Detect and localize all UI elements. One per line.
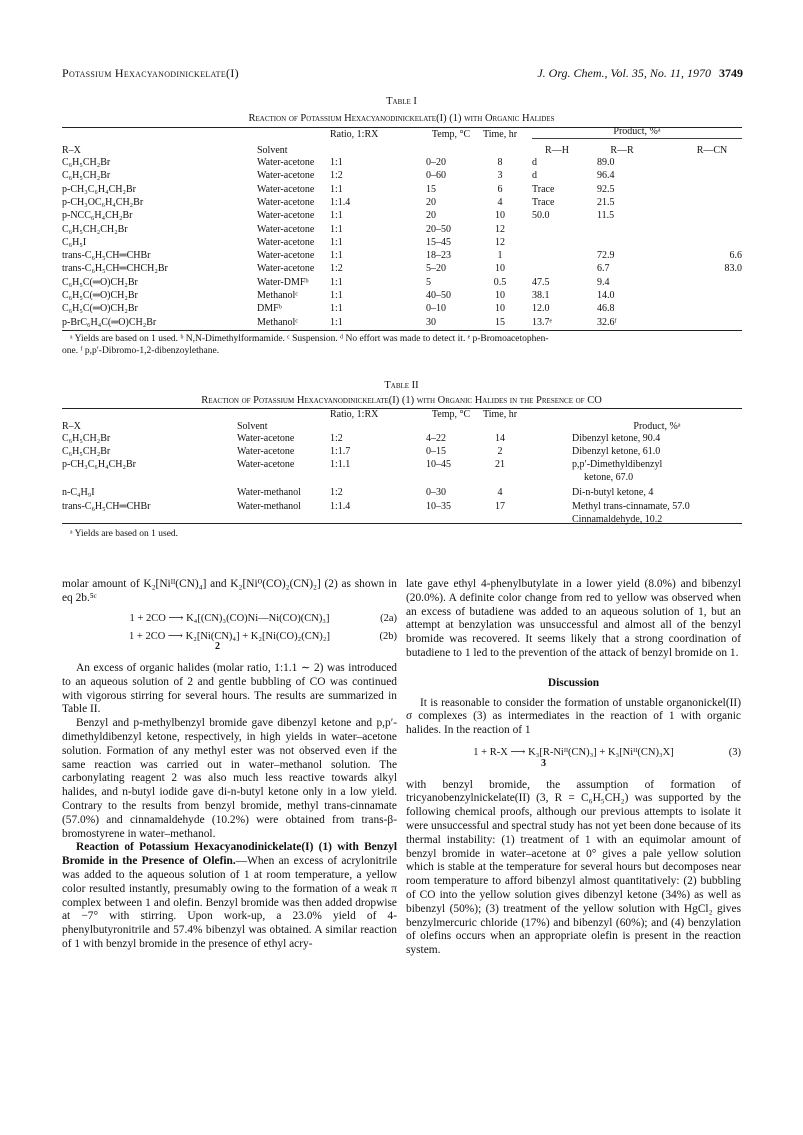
cell-rx: n-C₄H₉I [62, 487, 95, 499]
cell-rx: C₆H₅C(═O)CH₂Br [62, 303, 138, 315]
cell-time: 10 [495, 210, 505, 222]
table-row [62, 432, 742, 445]
cell-time: 3 [497, 170, 503, 182]
cell-product-cont: Cinnamaldehyde, 10.2 [572, 513, 663, 525]
cell-rh: 12.0 [532, 303, 550, 315]
header-temp: Temp, °C [431, 129, 471, 140]
header-solvent: Solvent [257, 145, 288, 156]
product-span-rule [532, 138, 742, 139]
header-rx: R–X [62, 145, 81, 156]
cell-rh: 47.5 [532, 276, 550, 288]
cell-ratio: 1:1 [330, 290, 343, 301]
equation-3-text: 1 + R-X ⟶ K₃[R-Niᴵᴵ(CN)₃] + K₃[Niᴵᴵ(CN)₃X] [473, 746, 674, 758]
cell-rx: C₆H₅CH₂CH₂Br [62, 223, 128, 235]
cell-product: Di-n-butyl ketone, 4 [572, 487, 654, 499]
cell-solvent: Water-acetone [257, 196, 315, 208]
cell-ratio: 1:1.4 [330, 196, 351, 208]
left-para-1: molar amount of K₂[Niᴵᴵ(CN)₄] and K₂[Ni⁰(CO)₂(CN)₂] (2) as shown in eq 2b.⁵ᶜ [62, 578, 397, 604]
t2-header-temp: Temp, °C [431, 409, 471, 420]
cell-rx: C₆H₅I [62, 236, 87, 248]
t2-header-solvent: Solvent [237, 421, 268, 432]
cell-solvent: Water-acetone [257, 236, 315, 248]
table-row [62, 302, 742, 315]
cell-rx: C₆H₅C(═O)CH₂Br [62, 290, 138, 301]
table-row [62, 458, 742, 484]
equation-3-number: (3) [728, 746, 741, 758]
table2-title: Reaction of Potassium Hexacyanodinickelate(I) (1) with Organic Halides in the Presence of CO [201, 395, 602, 406]
equation-2b-label [62, 640, 397, 654]
cell-rr: 14.0 [597, 290, 615, 301]
cell-rr: 9.4 [597, 276, 610, 288]
cell-temp: 4–22 [426, 433, 446, 444]
cell-temp: 0–10 [426, 303, 446, 315]
cell-rr: 89.0 [597, 157, 615, 168]
cell-rx: C₆H₅CH₂Br [62, 170, 111, 182]
table-row [62, 209, 742, 222]
cell-temp: 30 [426, 316, 436, 328]
journal-citation [537, 66, 743, 81]
cell-time: 10 [495, 263, 505, 275]
cell-rx: p-CH₃C₆H₄CH₂Br [62, 183, 136, 195]
cell-solvent: Methanolᶜ [257, 290, 298, 301]
table1-footnote [70, 333, 750, 345]
cell-product: Dibenzyl ketone, 61.0 [572, 446, 661, 458]
table2-bottom-rule [62, 523, 742, 524]
t2-header-time: Time, hr [482, 409, 518, 420]
cell-time: 10 [495, 290, 505, 301]
cell-rh: d [532, 170, 537, 182]
right-para-1: late gave ethyl 4-phenylbutylate in a lower yield (8.0%) and bibenzyl (20.0%). A definite color change from red to yellow was observed when an excess of butadiene was added to an aqueous solution of 1, but an attempt at benzylation was unsuccessful and almost all of the benzyl bromide was recovered. It seems likely that a strong coordination of butadiene to 1 led to the prevention of the attack of benzyl bromide on 1. [406, 578, 741, 659]
cell-solvent: Water-acetone [257, 250, 315, 262]
cell-temp: 10–45 [426, 459, 451, 471]
table1-title: Reaction of Potassium Hexacyanodinickelate(I) (1) with Organic Halides [248, 113, 555, 124]
cell-time: 15 [495, 316, 505, 328]
left-para-2: An excess of organic halides (molar ratio, 1:1.1 ∼ 2) was introduced to an aqueous solution of 2 and gentle bubbling of CO was continued with vigorous stirring for several hours. The results are summarized in Table II. [62, 661, 397, 716]
cell-temp: 15 [426, 183, 436, 195]
cell-solvent: Water-acetone [257, 183, 315, 195]
cell-solvent: Water-acetone [257, 210, 315, 222]
citation-text: J. Org. Chem., Vol. 35, No. 11, 1970 [537, 66, 711, 80]
compound-2-label: 2 [215, 641, 220, 653]
cell-rh: d [532, 157, 537, 168]
cell-ratio: 1:2 [330, 487, 343, 499]
table2-label: Table II [384, 380, 419, 391]
cell-rh: Trace [532, 196, 555, 208]
left-para-3: Benzyl and p-methylbenzyl bromide gave dibenzyl ketone and p,p′-dimethyldibenzyl ketone, respectively, in high yields in water–acetone solution. Formation of any methyl ester was not observed even if the same reaction was carried out in water–methanol solution. The carbonylating reagent 2 was also much less reactive towards alkyl halides, and n-butyl iodide gave di-n-butyl ketone only in a low yield. Contrary to the results from benzyl bromide, methyl trans-cinnamate (57.0%) and cinnamaldehyde (10.2%) were obtained from trans-β-bromostyrene in water–methanol. [62, 717, 397, 840]
cell-rcn: 83.0 [724, 263, 742, 275]
cell-time: 0.5 [493, 276, 507, 288]
cell-ratio: 1:1 [330, 316, 343, 328]
cell-rr: 92.5 [597, 183, 615, 195]
cell-rr: 6.7 [597, 263, 610, 275]
table-row [62, 236, 742, 249]
cell-temp: 20 [426, 210, 436, 222]
cell-temp: 0–30 [426, 487, 446, 499]
table-row [62, 500, 742, 525]
cell-time: 21 [495, 459, 505, 471]
cell-solvent: Water-acetone [257, 263, 315, 275]
cell-rx: C₆H₅CH₂Br [62, 157, 111, 168]
table2 [62, 410, 742, 530]
cell-temp: 0–60 [426, 170, 446, 182]
cell-product-cont: ketone, 67.0 [584, 472, 634, 484]
cell-rr: 21.5 [597, 196, 615, 208]
table-row [62, 156, 742, 169]
header-product: Product, %ᵃ [613, 126, 661, 137]
cell-rx: p-BrC₆H₄C(═O)CH₂Br [62, 316, 157, 328]
cell-rx: C₆H₅CH₂Br [62, 433, 111, 444]
equation-2b-text: 1 + 2CO ⟶ K₂[Ni(CN)₄] + K₂[Ni(CO)₂(CN)₂] [129, 631, 330, 643]
table-row [62, 486, 742, 499]
cell-time: 17 [495, 500, 505, 512]
table-row [62, 196, 742, 209]
cell-solvent: Water-DMFᵇ [257, 276, 309, 288]
cell-temp: 40–50 [426, 290, 451, 301]
cell-rx: C₆H₅CH₂Br [62, 446, 111, 458]
cell-solvent: Water-methanol [237, 500, 301, 512]
cell-temp: 20 [426, 196, 436, 208]
cell-ratio: 1:1.1 [330, 459, 351, 471]
t2-header-ratio: Ratio, 1:RX [330, 409, 379, 420]
table-row [62, 316, 742, 329]
cell-time: 8 [497, 157, 503, 168]
cell-rx: trans-C₆H₅CH═CHBr [62, 250, 151, 262]
cell-ratio: 1:2 [330, 263, 343, 275]
table1 [62, 126, 742, 350]
t2-header-rx: R–X [62, 421, 81, 432]
cell-product: Methyl trans-cinnamate, 57.0 [572, 500, 690, 512]
cell-solvent: Water-acetone [237, 433, 295, 444]
cell-time: 14 [495, 433, 505, 444]
t2-header-product: Product, %ᵃ [633, 421, 681, 432]
cell-ratio: 1:1.7 [330, 446, 351, 458]
table-row [62, 289, 742, 302]
header-time: Time, hr [482, 129, 518, 140]
cell-rx: trans-C₆H₅CH═CHBr [62, 500, 151, 512]
cell-temp: 20–50 [426, 223, 451, 235]
cell-product: Dibenzyl ketone, 90.4 [572, 433, 661, 444]
cell-rr: 11.5 [597, 210, 615, 222]
cell-rh: Trace [532, 183, 555, 195]
cell-rx: p-CH₃C₆H₄CH₂Br [62, 459, 136, 471]
cell-solvent: Water-acetone [257, 170, 315, 182]
cell-rh: 38.1 [532, 290, 550, 301]
cell-ratio: 1:1 [330, 303, 343, 315]
cell-temp: 18–23 [426, 250, 451, 262]
cell-rx: p-NCC₆H₄CH₂Br [62, 210, 133, 222]
table1-footnote-line1: ᵃ Yields are based on 1 used. ᵇ N,N-Dimethylformamide. ᶜ Suspension. ᵈ No effort was made to detect it. ᵉ p-Bromoacetophen- [70, 334, 549, 344]
table-row [62, 262, 742, 275]
cell-time: 10 [495, 303, 505, 315]
cell-ratio: 1:1 [330, 276, 343, 288]
table1-footnote-line2: one. ᶠ p,p′-Dibromo-1,2-dibenzoylethane. [62, 346, 220, 356]
cell-rr: 72.9 [597, 250, 615, 262]
table-row [62, 223, 742, 236]
cell-time: 4 [497, 196, 503, 208]
equation-2b-number: (2b) [379, 631, 397, 643]
table1-bottom-rule [62, 330, 742, 331]
cell-rx: p-CH₃OC₆H₄CH₂Br [62, 196, 144, 208]
table1-label: Table I [386, 96, 417, 107]
cell-temp: 15–45 [426, 236, 451, 248]
cell-solvent: Water-methanol [237, 487, 301, 499]
table2-top-rule [62, 408, 742, 409]
cell-rr: 32.6ᶠ [597, 316, 617, 328]
table-row [62, 445, 742, 458]
cell-temp: 5 [426, 276, 431, 288]
cell-rh: 50.0 [532, 210, 550, 222]
cell-ratio: 1:2 [330, 170, 343, 182]
cell-solvent: Methanolᶜ [257, 316, 298, 328]
cell-ratio: 1:1.4 [330, 500, 351, 512]
right-para-2: It is reasonable to consider the formation of unstable organonickel(II) σ complexes (3) as intermediates in the reaction of 1 with organic halides. In the reaction of 1 [406, 696, 741, 737]
cell-ratio: 1:1 [330, 223, 343, 235]
cell-time: 4 [497, 487, 503, 499]
table-row [62, 249, 742, 262]
cell-solvent: Water-acetone [237, 459, 295, 471]
cell-rr: 96.4 [597, 170, 615, 182]
cell-time: 12 [495, 223, 505, 235]
cell-time: 1 [497, 250, 503, 262]
left-para-4-text: —When an excess of acrylonitrile was added to the aqueous solution of 1 at room temperature, a yellow color resulted instantly, presumably owing to the formation of a weak π complex between 1 and olefin. Benzyl bromide was then added dropwise at −7° with stirring. Upon work-up, a 23.0% yield of 4-phenylbutyronitrile and 57.4% bibenzyl was obtained. A similar reaction of 1 with benzyl bromide in the presence of ethyl acry- [62, 855, 398, 950]
header-rh: R—H [545, 145, 569, 156]
cell-time: 6 [497, 183, 503, 195]
cell-ratio: 1:1 [330, 236, 343, 248]
cell-rr: 46.8 [597, 303, 615, 315]
equation-3-label [406, 757, 741, 771]
right-column [406, 578, 741, 958]
cell-ratio: 1:1 [330, 157, 343, 168]
cell-rx: C₆H₅C(═O)CH₂Br [62, 276, 138, 288]
table1-footnote-cont [62, 345, 742, 357]
left-para-4 [62, 841, 397, 951]
page-number: 3749 [719, 66, 743, 80]
header-rr: R—R [610, 145, 634, 156]
right-para-3: with benzyl bromide, the assumption of formation of tricyanobenzylnickelate(II) (3, R = C₆H₅CH₂) was supported by the following chemical proofs, although our previous attempts to isolate it were unsuccessful and spectral study has not yet been done because of its thermal instability: (1) treatment of 1 with an equimolar amount of benzyl bromide in water–acetone at 0° gives a pale yellow solution which is stable at the temperature for several hours but decomposes near room temperature to afford bibenzyl almost quantitatively: (2) bubbling of CO into the yellow solution gives dibenzyl ketone (34%) as well as bibenzyl (50%); (3) treatment of the yellow solution with HgCl₂ gives benzylmercuric chloride (17%) and bibenzyl (60%); and (4) benzylation of olefins occurs when an appropriate olefin is present in the reaction system. [406, 778, 741, 957]
cell-solvent: Water-acetone [257, 223, 315, 235]
cell-rh: 13.7ᵉ [532, 316, 553, 328]
table1-header [62, 126, 742, 158]
cell-ratio: 1:2 [330, 433, 343, 444]
cell-ratio: 1:1 [330, 250, 343, 262]
table-row [62, 276, 742, 289]
cell-temp: 0–15 [426, 446, 446, 458]
cell-solvent: Water-acetone [237, 446, 295, 458]
equation-2a-text: 1 + 2CO ⟶ K₄[(CN)₃(CO)Ni—Ni(CO)(CN)₃] [129, 612, 330, 624]
cell-ratio: 1:1 [330, 183, 343, 195]
cell-solvent: Water-acetone [257, 157, 315, 168]
table-row [62, 183, 742, 196]
cell-temp: 10–35 [426, 500, 451, 512]
compound-3-label: 3 [541, 757, 546, 769]
cell-time: 2 [497, 446, 503, 458]
table2-header [62, 410, 742, 434]
table2-footnote: ᵃ Yields are based on 1 used. [70, 529, 179, 539]
cell-solvent: DMFᵇ [257, 303, 282, 315]
header-rcn: R—CN [696, 145, 728, 156]
running-title: Potassium Hexacyanodinickelate(I) [62, 66, 239, 80]
cell-temp: 0–20 [426, 157, 446, 168]
discussion-heading: Discussion [547, 676, 600, 689]
cell-product: p,p′-Dimethyldibenzyl [572, 459, 663, 471]
left-column [62, 578, 397, 952]
cell-rx: trans-C₆H₅CH═CHCH₂Br [62, 263, 168, 275]
equation-2a [62, 612, 397, 626]
table-row [62, 169, 742, 182]
cell-temp: 5–20 [426, 263, 446, 275]
equation-2a-number: (2a) [380, 612, 397, 624]
cell-ratio: 1:1 [330, 210, 343, 222]
cell-rcn: 6.6 [729, 250, 742, 262]
header-ratio: Ratio, 1:RX [330, 129, 379, 140]
section-run-in-heading: Reaction of Potassium Hexacyanodinickelate(I) (1) with Benzyl Bromide in the Presence of Olefin. [62, 841, 397, 868]
cell-time: 12 [495, 236, 505, 248]
